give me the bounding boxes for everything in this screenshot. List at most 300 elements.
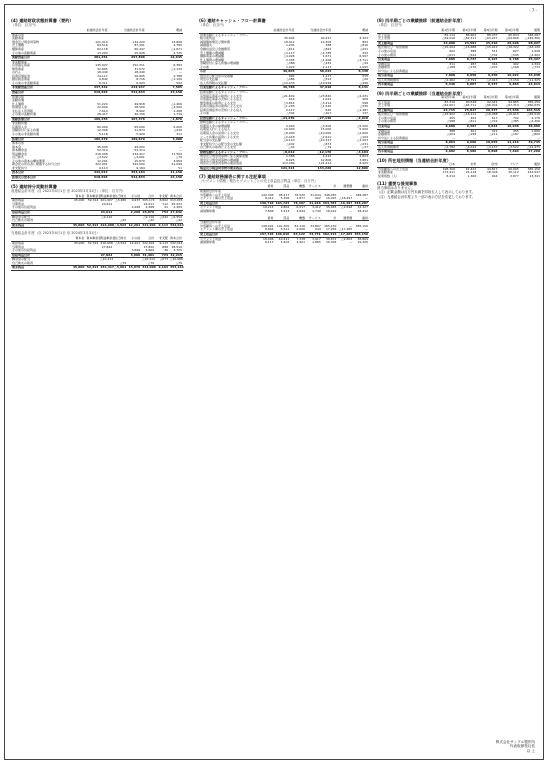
cell-value: 3,881 <box>359 157 368 162</box>
cell-value: 216,908 <box>95 151 108 156</box>
cell-value: △442 <box>159 214 169 219</box>
row-label: 販売費及び一般管理費 <box>378 112 409 117</box>
cell-value: 388 <box>325 43 332 48</box>
cell-value: 6,384 <box>173 63 182 68</box>
cell-value: 9,802 <box>280 205 290 210</box>
cell-value: 1,388 <box>285 154 295 159</box>
row-label: 四半期利益 <box>377 150 435 155</box>
cell-value: △842 <box>323 46 332 51</box>
cell-value: 17,265 <box>325 227 337 232</box>
cell-value: △3,159 <box>507 77 519 82</box>
cell-value: 24,611 <box>100 210 113 215</box>
cell-value: △16,488 <box>484 112 498 117</box>
cell-value: 107,376 <box>109 117 146 122</box>
cell-value: 9,842 <box>99 77 108 82</box>
cell-value: 35,938 <box>520 74 541 79</box>
row-label: 利息及び配当金の受取額 <box>200 73 234 78</box>
row-label: 売上収益 <box>378 99 391 104</box>
cell-value: △17,265 <box>338 232 353 236</box>
cell-value: 121,414 <box>95 39 108 44</box>
cell-value: 753 <box>155 211 169 216</box>
cell-value: 18,412 <box>284 39 295 44</box>
cell-value: 84,516 <box>97 43 108 48</box>
row-label: 営業利益 <box>377 58 435 63</box>
row-label: 仕入債務 <box>12 101 25 106</box>
cell-value: 1,204 <box>285 43 295 48</box>
column-header: 前連結会計年度 <box>259 29 296 33</box>
cell-value: 39,735 <box>520 141 541 146</box>
cell-value: 365,150 <box>527 99 540 104</box>
cell-value: 51,224 <box>97 101 108 106</box>
cell-value: 598 <box>362 100 368 105</box>
cell-value: 215 <box>362 73 368 78</box>
cell-value: 311 <box>449 61 455 66</box>
cell-value: — <box>452 68 455 73</box>
balance-sheet-table <box>11 29 183 181</box>
row-label: 現金及び現金同等物の増減額 <box>200 157 240 162</box>
cell-value: △79 <box>175 260 182 265</box>
row-label: 金融収益 <box>378 128 391 133</box>
column-header: 資本合計 <box>170 193 183 198</box>
cell-value: △23,840 <box>318 93 332 98</box>
cell-value: 12,201 <box>97 158 108 163</box>
equity-statement-period-current: 当連結会計年度（自 2023年4月1日 至 2024年3月31日） <box>11 231 100 236</box>
cell-value: 27,822 <box>101 244 113 249</box>
row-label: 流動資産合計 <box>11 56 71 61</box>
column-header: 機器 <box>290 217 306 221</box>
column-header: 日本 <box>435 163 456 167</box>
cell-value: 702 <box>513 115 519 120</box>
column-header: 合計 <box>141 237 155 241</box>
cell-value: 281,251 <box>71 56 108 61</box>
cell-value: 8,925 <box>359 161 368 166</box>
cell-value: △335 <box>359 104 368 109</box>
table-row <box>11 176 183 181</box>
row-label: 法人所得税の支払額 <box>200 80 228 85</box>
cell-value: 18,006 <box>263 236 274 241</box>
cell-value: 1,928 <box>531 48 540 53</box>
cell-value: 25,817 <box>456 108 477 113</box>
cell-value: 630 <box>325 107 332 112</box>
equity-table-current <box>11 237 183 271</box>
cell-value: 15,000 <box>320 127 332 132</box>
cell-value: 2,877 <box>510 173 519 178</box>
row-label: 投資有価証券 <box>12 73 31 78</box>
cell-value: △1,540 <box>320 104 332 109</box>
cash-flow-unit: （単位：百万円） <box>199 23 227 27</box>
cell-value: 1,671 <box>322 54 332 59</box>
cell-value: 58,243 <box>296 70 333 75</box>
cell-value: 216,908 <box>100 222 115 227</box>
cell-value: 8,131 <box>332 86 369 91</box>
cell-value: 18,440 <box>97 70 108 75</box>
cell-value: △4,164 <box>332 150 369 155</box>
cell-value: 112,489 <box>282 161 295 166</box>
cell-value: △611 <box>446 52 455 57</box>
cell-value: 3,644 <box>296 209 305 214</box>
cell-value: △2,618 <box>341 205 353 210</box>
cell-value: 287 <box>470 61 477 66</box>
column-header: 利益剰余金 <box>100 193 116 198</box>
cell-value: 101,305 <box>276 223 290 228</box>
cell-value: 47,919 <box>296 86 333 91</box>
cell-value: △3,214 <box>320 100 332 105</box>
cell-value: 26,905 <box>134 73 145 78</box>
cell-value: 109,255 <box>71 117 108 122</box>
cell-value: 98,927 <box>520 41 541 46</box>
cell-value: — <box>494 68 498 73</box>
cell-value: 157,726 <box>259 232 274 236</box>
cell-value: 34,751 <box>306 233 322 238</box>
row-label: 売上収益 <box>378 32 391 37</box>
cell-value: △187 <box>510 132 519 137</box>
cell-value: 9,113 <box>155 223 169 228</box>
notes-heading: (7) 連結財務諸表に関する注記事項 <box>199 174 266 180</box>
row-label: 持分法による投資損益 <box>378 68 409 73</box>
column-header: 連結 <box>520 163 541 167</box>
cell-value: △2,231 <box>357 93 368 98</box>
cell-value: △15,902 <box>442 112 455 117</box>
segment-table-prior <box>199 185 369 213</box>
cell-value: 9,933 <box>131 198 141 203</box>
cell-value: △16,497 <box>338 200 353 205</box>
cell-value: △702 <box>489 52 498 57</box>
row-label: 資本の部 <box>12 141 25 146</box>
cell-value: 26,437 <box>477 108 498 113</box>
cell-value: 18,440 <box>134 70 145 75</box>
cell-value: △64,711 <box>463 103 477 108</box>
cell-value: 8,747 <box>456 58 477 63</box>
column-header: 資本金 <box>71 237 85 241</box>
cell-value: 24,611 <box>101 201 113 206</box>
cell-value: 518,693 <box>71 91 108 96</box>
cell-value: 18,412 <box>325 209 337 214</box>
column-header: 第2四半期 <box>456 29 477 33</box>
table-row <box>11 266 183 271</box>
cell-value: 52,314 <box>86 222 99 227</box>
row-label: 短期借入金の純増減額 <box>200 123 231 128</box>
cell-value: 35,327 <box>520 58 541 63</box>
cell-value: △388 <box>286 61 295 66</box>
cell-value: △65,516 <box>527 112 540 117</box>
cell-value: 60,000 <box>97 124 108 129</box>
row-label: 有形固定資産の売却による収入 <box>200 97 243 102</box>
row-label: 棚卸資産の増減額 <box>200 54 225 59</box>
row-label: 期末残高 <box>11 266 71 271</box>
row-label: 販売費及び一般管理費 <box>378 45 409 50</box>
column-header: 非支配 <box>155 195 169 199</box>
cell-value: — <box>473 135 477 140</box>
cell-value: 10,000 <box>284 127 295 132</box>
column-header: 資本合計 <box>170 236 183 241</box>
column-header: 第2四半期 <box>456 96 477 100</box>
cell-value: △4,926 <box>283 54 295 59</box>
cell-value: 17,509 <box>171 151 182 156</box>
row-label: 非流動資産 <box>12 59 28 64</box>
cell-value: 12,806 <box>320 157 332 162</box>
cell-value: 25,323 <box>171 201 182 206</box>
cell-value: 36,869 <box>357 236 368 241</box>
cell-value: △2,782 <box>444 144 455 149</box>
cell-value: 332,014 <box>170 241 183 245</box>
cell-value: △231 <box>359 46 368 51</box>
cell-value: 31,044 <box>310 192 321 197</box>
column-header: 第1四半期 <box>435 29 456 33</box>
cell-value: △10,313 <box>142 257 155 262</box>
column-header: 調整額 <box>337 185 353 189</box>
cell-value: — <box>537 68 540 73</box>
cell-value: △42 <box>175 218 182 223</box>
cell-value: 27,822 <box>100 252 113 257</box>
cell-value: 8,117 <box>264 240 274 245</box>
row-label: 持分法による投資損益 <box>378 135 409 140</box>
cell-value: 234,417 <box>100 265 115 270</box>
cell-value: 49,805 <box>259 70 296 75</box>
cell-value: 7,338 <box>296 236 305 241</box>
row-label: 期首残高 <box>12 241 25 245</box>
column-header: 自己株式 <box>114 236 127 241</box>
cell-value: 2,176 <box>531 115 540 120</box>
row-label: 資本剰余金 <box>12 148 28 153</box>
row-label: 税引前利益 <box>200 36 216 41</box>
cell-value: 1,095 <box>359 64 368 69</box>
cell-value: 16,645 <box>146 56 183 61</box>
row-label: 現金及び現金同等物 <box>12 39 40 44</box>
cell-value: 12,806 <box>332 166 369 171</box>
row-label: 長期借入金の返済による支出 <box>200 131 240 136</box>
cell-value: △64,806 <box>505 36 519 41</box>
cell-value: 388 <box>449 128 455 133</box>
cell-value: △2,785 <box>320 50 332 55</box>
row-label: 資産合計 <box>11 91 71 96</box>
cell-value: △1,205 <box>283 104 295 109</box>
row-label: 税引前利益 <box>377 74 435 79</box>
cell-value: 60,605 <box>508 166 519 171</box>
geographic-table <box>377 163 541 178</box>
cell-value: 88,437 <box>487 32 498 37</box>
cell-value: 41 <box>164 205 169 210</box>
equity-statement-period-prior: 前連結会計年度（自 2022年4月1日 至 2023年3月31日）（単位：百万円） <box>11 188 126 193</box>
cell-value: 5,402 <box>280 240 290 245</box>
cell-value: 31,946 <box>306 201 322 206</box>
cell-value: △66,004 <box>484 103 498 108</box>
cell-value: 25,210 <box>477 41 498 46</box>
cell-value: 10,022 <box>499 74 520 79</box>
cell-value: 24,591 <box>456 41 477 46</box>
cell-value: △2,913 <box>486 77 498 82</box>
cell-value: △10,929 <box>318 80 332 85</box>
cell-value: 402 <box>470 115 477 120</box>
cell-value: △545 <box>510 52 519 57</box>
cell-value: 6,082 <box>435 150 456 155</box>
row-label: リース負債の返済による支出 <box>200 134 239 139</box>
cell-value: 28,417 <box>97 112 108 117</box>
row-label: 繰延税金資産 <box>12 77 31 82</box>
cell-value: 60,447 <box>134 46 145 51</box>
cell-value: 627 <box>513 48 519 53</box>
cell-value: 65,000 <box>134 124 145 129</box>
cell-value: △42 <box>120 218 127 223</box>
cell-value: 8,864 <box>435 141 456 146</box>
row-label: その他 <box>200 111 210 116</box>
cell-value: 6,863 <box>499 83 520 88</box>
cell-value: △2,402 <box>529 52 540 57</box>
cell-value: 30,156 <box>134 112 145 117</box>
cell-value: △496 <box>359 80 368 85</box>
cell-value: △512 <box>323 77 332 82</box>
cell-value: 688 <box>162 244 169 249</box>
row-label: 外部顧客への売上収益 <box>200 192 231 197</box>
cell-value: △63,227 <box>484 36 498 41</box>
cell-value: 712 <box>162 201 169 206</box>
cell-value: 2,268 <box>131 205 141 210</box>
cell-value: △1,133 <box>171 66 182 71</box>
cell-value: 332 <box>362 50 368 55</box>
row-label: 財務活動によるキャッシュ・フロー <box>200 120 248 125</box>
cell-value: △17,265 <box>339 227 353 232</box>
cell-value: 40,227 <box>320 36 332 41</box>
row-label: 外部顧客への売上収益 <box>378 166 409 171</box>
subsequent-events-heading: (11) 重要な後発事象 <box>377 181 418 187</box>
quarterly-table-prior <box>377 29 541 88</box>
row-label: 営業活動によるキャッシュ・フロー <box>199 86 259 91</box>
cell-value: 542,843 <box>109 176 146 181</box>
cell-value: 22,000 <box>97 105 108 110</box>
row-label: 剰余金の配当 <box>12 214 31 219</box>
cell-value: 3,669 <box>145 248 155 253</box>
cell-value: △2,803 <box>341 236 353 241</box>
cell-value: 36 <box>164 248 169 253</box>
cell-value: 4,323 <box>359 36 368 41</box>
cell-value: 31,491 <box>142 252 155 257</box>
cell-value: 313,976 <box>170 198 183 203</box>
cell-value: △12,475 <box>527 144 540 149</box>
cell-value: 44,817 <box>487 166 498 171</box>
cell-value: 19,305 <box>320 39 332 44</box>
cell-value: 9,600 <box>456 141 477 146</box>
cell-value: 121,414 <box>259 166 296 171</box>
cell-value: 402 <box>513 61 519 66</box>
row-label: 非流動負債 <box>12 121 28 126</box>
cell-value: 24,118 <box>465 170 477 175</box>
cell-value: △1,671 <box>171 46 182 51</box>
cell-value: △1,487 <box>357 107 368 112</box>
page-number: - 7 - <box>529 8 537 13</box>
cell-value: 24,150 <box>146 176 183 181</box>
cell-value: 542,843 <box>109 91 146 96</box>
cell-value: △3,157 <box>486 144 498 149</box>
cell-value: 12,201 <box>129 241 141 245</box>
cell-value: △3,522 <box>115 241 127 245</box>
cell-value: 1,739 <box>173 112 182 117</box>
cell-value: 6,898 <box>477 150 498 155</box>
cell-value: 518,693 <box>71 176 108 181</box>
cell-value: 3,412 <box>312 205 321 210</box>
column-right <box>377 15 541 199</box>
cell-value: △37 <box>361 145 368 150</box>
row-label: 無形資産 <box>12 66 25 71</box>
cell-value: 8,214 <box>446 173 455 178</box>
cell-value: 52,314 <box>97 148 108 153</box>
row-label: 流動負債合計 <box>11 117 71 122</box>
cell-value: 10,055 <box>477 141 498 146</box>
table-row <box>199 241 369 245</box>
cell-value: 172,411 <box>442 170 455 175</box>
column-header: 機器 <box>290 185 306 189</box>
cell-value: 23,098 <box>435 41 456 46</box>
cell-value: 2,725 <box>173 50 182 55</box>
cell-value: 1,885 <box>312 240 321 245</box>
cell-value: 32,805 <box>97 66 108 71</box>
table-row <box>199 166 369 171</box>
row-label: 有形固定資産の取得による支出 <box>200 93 243 98</box>
cell-value: 9,164 <box>155 266 169 271</box>
column-header: 調整額 <box>337 217 353 221</box>
cell-value: 3,669 <box>173 158 182 163</box>
cell-value: △442 <box>286 141 295 146</box>
cell-value: — <box>515 135 519 140</box>
row-label: 減価償却費 <box>200 240 216 245</box>
cell-value: 2,117 <box>285 107 295 112</box>
cell-value: 5,511 <box>280 227 290 232</box>
cell-value: 8,680 <box>435 124 456 129</box>
cell-value: 311 <box>176 132 182 137</box>
cell-value: △10,313 <box>100 257 114 262</box>
cell-value: 7,614 <box>99 108 108 113</box>
cell-value: 1,344 <box>531 61 540 66</box>
cell-value: △204 <box>446 132 455 137</box>
column-header: 第4四半期 <box>499 96 520 100</box>
cell-value: 83,122 <box>290 233 306 238</box>
cell-value: 4,212 <box>322 154 332 159</box>
column-header: 素材 <box>259 217 275 221</box>
column-header: 通期 <box>520 29 541 33</box>
cell-value: 103,723 <box>275 200 290 205</box>
column-header: 通期 <box>520 96 541 100</box>
cell-value: 5,306 <box>280 196 290 201</box>
cash-flow-heading: (6) 連結キャッシュ・フロー計算書 <box>199 18 266 23</box>
cell-value: 28,510 <box>171 244 182 249</box>
row-label: 金融費用 <box>378 132 391 137</box>
cell-value: △79 <box>120 260 127 265</box>
cell-value: 76,520 <box>294 192 305 197</box>
cell-value: △207 <box>323 111 332 116</box>
cell-value: 152,311 <box>132 63 145 68</box>
row-label: その他の非流動負債 <box>12 132 40 137</box>
cell-value: △2,611 <box>320 134 332 139</box>
row-label: 外部顧客への売上収益 <box>200 223 231 228</box>
cell-value: 2,824 <box>359 154 368 159</box>
cell-value: — <box>452 135 455 140</box>
cell-value: △3,500 <box>320 123 332 128</box>
cell-value: △1,203 <box>357 138 368 143</box>
cell-value: 348,287 <box>355 192 368 197</box>
cell-value: 455 <box>449 115 455 120</box>
cell-value: 344,000 <box>132 162 145 167</box>
cell-value: △3,522 <box>114 222 127 227</box>
cell-value: 106,816 <box>275 232 290 236</box>
cell-value: △62,601 <box>442 103 455 108</box>
row-label: その他の包括利益 <box>12 205 37 210</box>
cell-value: △1,406 <box>171 101 182 106</box>
cell-value: △59,016 <box>442 36 455 41</box>
cell-value: △16,322 <box>505 45 519 50</box>
cell-value: 11,216 <box>499 141 520 146</box>
row-label: 従業員数（人） <box>378 173 400 178</box>
cell-value: △3,117 <box>283 50 295 55</box>
cell-value: 26,028 <box>499 41 520 46</box>
cell-value: 35,904 <box>284 36 295 41</box>
